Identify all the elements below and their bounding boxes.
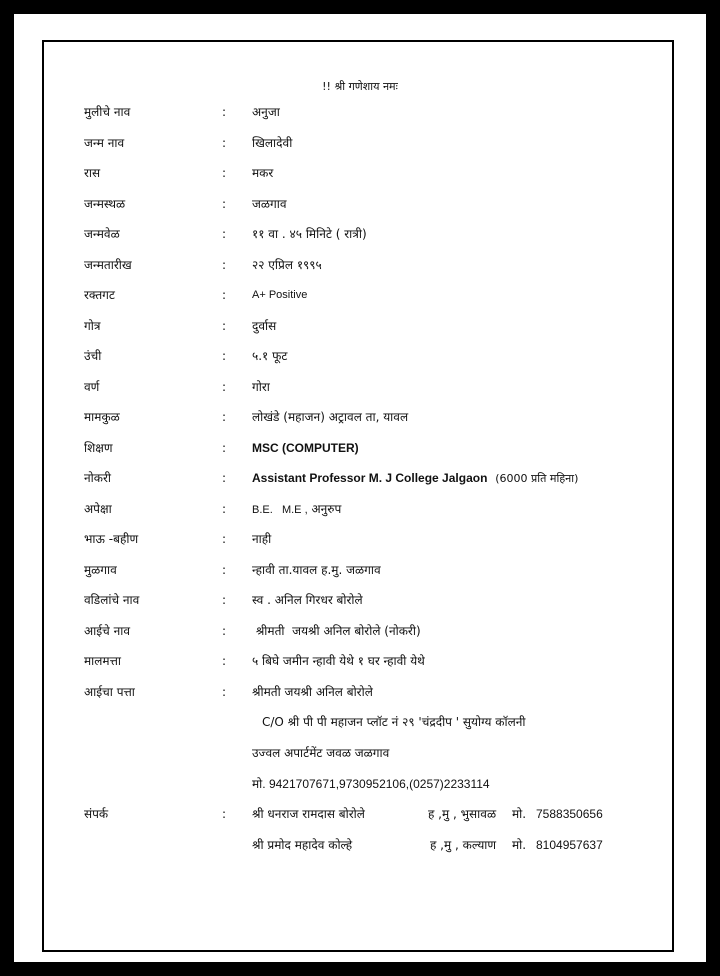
contact-row	[84, 835, 664, 855]
field-label: रक्तगट	[84, 288, 115, 302]
field-row	[84, 285, 664, 305]
field-colon: :	[222, 685, 227, 699]
field-value: नाही	[252, 532, 272, 546]
expectation-note: अनुरुप	[311, 502, 342, 516]
field-colon: :	[222, 197, 227, 211]
field-row	[84, 407, 664, 427]
page-border	[42, 40, 674, 952]
field-colon: :	[222, 624, 227, 638]
field-value: न्हावी ता.यावल ह.मु. जळगाव	[252, 563, 381, 577]
field-value: जळगाव	[252, 197, 287, 211]
field-value: श्रीमती जयश्री अनिल बोरोले (नोकरी)	[252, 624, 421, 638]
field-colon: :	[222, 502, 227, 516]
field-row	[84, 621, 664, 641]
invocation-header: !! श्री गणेशाय नमः	[322, 80, 398, 93]
field-colon: :	[222, 471, 227, 485]
field-colon: :	[222, 532, 227, 546]
field-value: ११ वा . ४५ मिनिटे ( रात्री)	[252, 227, 367, 241]
salary-note: (6000 प्रति महिना)	[495, 472, 579, 485]
field-row	[84, 255, 664, 275]
field-colon: :	[222, 105, 227, 119]
field-colon: :	[222, 441, 227, 455]
field-colon: :	[222, 410, 227, 424]
field-value: अनुजा	[252, 105, 280, 119]
field-colon: :	[222, 136, 227, 150]
field-label: वर्ण	[84, 380, 100, 394]
field-row	[84, 224, 664, 244]
field-label: नोकरी	[84, 471, 112, 485]
field-colon: :	[222, 258, 227, 272]
address-line-2: उज्वल अपार्टमेंट जवळ जळगाव	[252, 746, 390, 760]
field-row	[84, 529, 664, 549]
field-row	[84, 102, 664, 122]
field-row	[84, 651, 664, 671]
job-title: Assistant Professor M. J College Jalgaon	[252, 471, 488, 485]
field-label: मालमत्ता	[84, 654, 121, 668]
address-line	[84, 774, 664, 794]
contact-person-name: श्री प्रमोद महादेव कोल्हे	[252, 838, 353, 852]
field-label: मामकुळ	[84, 410, 120, 424]
field-value	[252, 468, 578, 489]
field-label: आईचा पत्ता	[84, 685, 135, 699]
field-colon: :	[222, 807, 227, 821]
field-row	[84, 346, 664, 366]
contact-person-name: श्री धनराज रामदास बोरोले	[252, 807, 365, 821]
field-value: MSC (COMPUTER)	[252, 441, 359, 455]
field-colon: :	[222, 654, 227, 668]
field-row	[84, 316, 664, 336]
field-row	[84, 468, 664, 488]
address-line	[84, 712, 664, 732]
field-row	[84, 560, 664, 580]
contact-person-place: ह ,मु , भुसावळ	[428, 807, 497, 821]
field-row	[84, 163, 664, 183]
address-line-1: C/O श्री पी पी महाजन प्लॉट नं २९ 'चंद्रदीप ' सुयोग्य कॉलनी	[262, 715, 526, 729]
field-value: लोखंडे (महाजन) अट्रावल ता, यावल	[252, 410, 409, 424]
contact-label: संपर्क	[84, 807, 109, 821]
contact-person-place: ह ,मु , कल्याण	[430, 838, 497, 852]
field-colon: :	[222, 319, 227, 333]
field-colon: :	[222, 288, 227, 302]
contact-mobile: 8104957637	[536, 838, 603, 852]
field-value: ५ बिघे जमीन न्हावी येथे १ घर न्हावी येथे	[252, 654, 425, 668]
field-label: जन्मस्थळ	[84, 197, 126, 211]
field-label: गोत्र	[84, 319, 101, 333]
field-label: जन्म नाव	[84, 136, 125, 150]
field-label: उंची	[84, 349, 102, 363]
field-colon: :	[222, 380, 227, 394]
field-value	[252, 499, 341, 520]
field-row	[84, 499, 664, 519]
field-label: शिक्षण	[84, 441, 113, 455]
field-value: गोरा	[252, 380, 270, 394]
field-label: अपेक्षा	[84, 502, 112, 516]
field-value: A+ Positive	[252, 289, 308, 301]
field-label: रास	[84, 166, 101, 180]
document-page	[14, 14, 706, 962]
address-phone-line: मो. 9421707671,9730952106,(0257)2233114	[252, 777, 490, 791]
field-row	[84, 377, 664, 397]
field-value: मकर	[252, 166, 274, 180]
field-colon: :	[222, 593, 227, 607]
field-label: वडिलांचे नाव	[84, 593, 140, 607]
field-value: दुर्वास	[252, 319, 277, 333]
field-row	[84, 682, 664, 702]
field-value: स्व . अनिल गिरधर बोरोले	[252, 593, 363, 607]
field-value: २२ एप्रिल १९९५	[252, 258, 322, 272]
contact-mobile: 7588350656	[536, 807, 603, 821]
field-label: जन्मवेळ	[84, 227, 120, 241]
field-row	[84, 194, 664, 214]
field-label: आईचे नाव	[84, 624, 131, 638]
field-colon: :	[222, 227, 227, 241]
field-row	[84, 438, 664, 458]
field-value: ५.१ फूट	[252, 349, 288, 363]
field-label: जन्मतारीख	[84, 258, 132, 272]
field-value: खिलादेवी	[252, 136, 293, 150]
field-colon: :	[222, 563, 227, 577]
field-value: श्रीमती जयश्री अनिल बोरोले	[252, 685, 373, 699]
expectation-degrees: B.E. M.E ,	[252, 504, 308, 516]
field-label: मुलीचे नाव	[84, 105, 131, 119]
field-label: मुळगाव	[84, 563, 117, 577]
contact-mobile-label: मो.	[512, 838, 527, 852]
field-row	[84, 590, 664, 610]
contact-row	[84, 804, 664, 824]
address-line	[84, 743, 664, 763]
field-colon: :	[222, 166, 227, 180]
field-colon: :	[222, 349, 227, 363]
contact-mobile-label: मो.	[512, 807, 527, 821]
field-label: भाऊ -बहीण	[84, 532, 139, 546]
field-row	[84, 133, 664, 153]
